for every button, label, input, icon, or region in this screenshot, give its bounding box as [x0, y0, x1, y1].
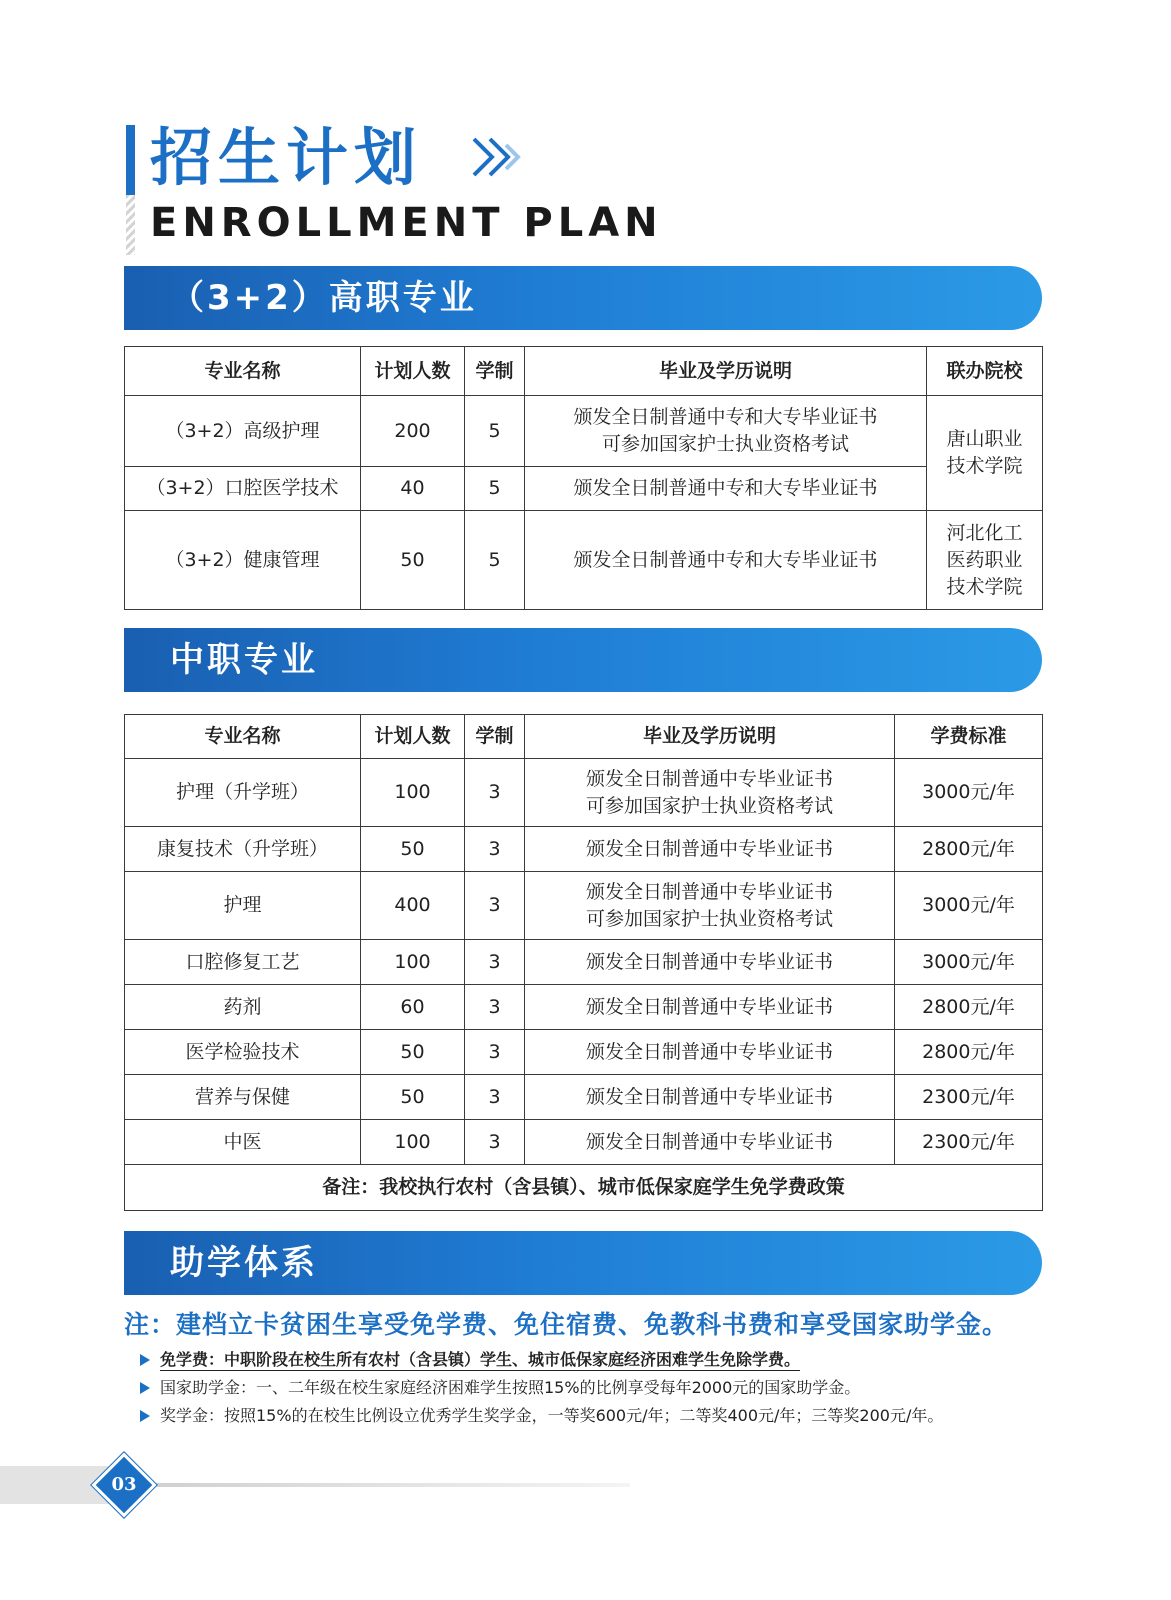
- study-years: 3: [465, 1030, 525, 1075]
- list-item: [140, 1377, 860, 1399]
- major-name: （3+2）健康管理: [125, 511, 361, 610]
- section-title: 中职专业: [170, 640, 318, 680]
- section-title: （3+2）高职专业: [170, 278, 477, 318]
- study-years: 3: [465, 872, 525, 940]
- table-row: [125, 940, 1043, 985]
- tuition-fee: 2300元/年: [895, 1075, 1043, 1120]
- school-line: 技术学院: [946, 575, 1023, 598]
- desc-line: 颁发全日制普通中专和大专毕业证书: [573, 406, 878, 428]
- column-header: 毕业及学历说明: [525, 715, 895, 759]
- table-row: [125, 985, 1043, 1030]
- plan-count: 50: [361, 827, 465, 872]
- certificate-desc: [525, 396, 927, 467]
- list-item-text: 国家助学金：一、二年级在校生家庭经济困难学生按照15%的比例享受每年2000元的国家助学金。: [160, 1378, 861, 1397]
- section-title: 助学体系: [170, 1243, 318, 1283]
- column-header: 学制: [465, 347, 525, 396]
- list-item: [140, 1405, 943, 1427]
- table-row: [125, 827, 1043, 872]
- school-line: 唐山职业: [946, 428, 1023, 450]
- tuition-fee: 3000元/年: [895, 872, 1043, 940]
- triangle-bullet-icon: [140, 1410, 150, 1422]
- list-item: [140, 1349, 800, 1371]
- list-item-text: 奖学金：按照15%的在校生比例设立优秀学生奖学金，一等奖600元/年；二等奖400元/年；三等奖200元/年。: [160, 1406, 944, 1425]
- study-years: 3: [465, 940, 525, 985]
- plan-count: 200: [361, 396, 465, 467]
- school-line: 医药职业: [946, 548, 1023, 571]
- footer-divider: [150, 1483, 630, 1487]
- section-banner-higher-vocational: [124, 266, 1042, 330]
- higher-vocational-table: [124, 346, 1043, 610]
- column-header: 学制: [465, 715, 525, 759]
- major-name: 医学检验技术: [125, 1030, 361, 1075]
- column-header: 计划人数: [361, 347, 465, 396]
- tuition-fee: 2800元/年: [895, 1030, 1043, 1075]
- title-accent-bar: [126, 125, 135, 195]
- desc-line: 颁发全日制普通中专毕业证书: [585, 880, 833, 903]
- table-note-row: [125, 1165, 1043, 1211]
- major-name: 康复技术（升学班）: [125, 827, 361, 872]
- plan-count: 400: [361, 872, 465, 940]
- plan-count: 50: [361, 511, 465, 610]
- plan-count: 50: [361, 1075, 465, 1120]
- column-header: 计划人数: [361, 715, 465, 759]
- certificate-desc: 颁发全日制普通中专和大专毕业证书: [525, 511, 927, 610]
- section-banner-secondary-vocational: [124, 628, 1042, 692]
- column-header: 专业名称: [125, 715, 361, 759]
- plan-count: 100: [361, 940, 465, 985]
- title-accent-stripes: [126, 195, 135, 255]
- major-name: （3+2）口腔医学技术: [125, 467, 361, 511]
- page-number: 03: [111, 1474, 137, 1495]
- plan-count: 100: [361, 759, 465, 827]
- desc-line: 可参加国家护士执业资格考试: [601, 433, 849, 455]
- major-name: 口腔修复工艺: [125, 940, 361, 985]
- plan-count: 50: [361, 1030, 465, 1075]
- list-item-text: 免学费：中职阶段在校生所有农村（含县镇）学生、城市低保家庭经济困难学生免除学费。: [160, 1350, 801, 1369]
- tuition-fee: 2800元/年: [895, 985, 1043, 1030]
- section-banner-financial-aid: [124, 1231, 1042, 1295]
- table-row: [125, 467, 1043, 511]
- page-subtitle: ENROLLMENT PLAN: [150, 200, 663, 246]
- page-title: 招生计划: [150, 121, 423, 194]
- table-row: [125, 396, 1043, 467]
- table-row: [125, 759, 1043, 827]
- major-name: （3+2）高级护理: [125, 396, 361, 467]
- study-years: 5: [465, 467, 525, 511]
- school-line: 河北化工: [946, 521, 1023, 544]
- certificate-desc: 颁发全日制普通中专毕业证书: [525, 1075, 895, 1120]
- partner-school: [927, 396, 1043, 511]
- column-header: 毕业及学历说明: [525, 347, 927, 396]
- study-years: 5: [465, 511, 525, 610]
- plan-count: 60: [361, 985, 465, 1030]
- triangle-bullet-icon: [140, 1354, 150, 1366]
- certificate-desc: 颁发全日制普通中专和大专毕业证书: [525, 467, 927, 511]
- column-header: 联办院校: [927, 347, 1043, 396]
- plan-count: 100: [361, 1120, 465, 1165]
- aid-note: 注：建档立卡贫困生享受免学费、免住宿费、免教科书费和享受国家助学金。: [124, 1310, 1009, 1339]
- plan-count: 40: [361, 467, 465, 511]
- partner-school: [927, 511, 1043, 610]
- certificate-desc: 颁发全日制普通中专毕业证书: [525, 1030, 895, 1075]
- study-years: 3: [465, 827, 525, 872]
- study-years: 3: [465, 1120, 525, 1165]
- certificate-desc: 颁发全日制普通中专毕业证书: [525, 940, 895, 985]
- tuition-fee: 2800元/年: [895, 827, 1043, 872]
- table-row: [125, 1120, 1043, 1165]
- table-row: [125, 1075, 1043, 1120]
- table-row: [125, 511, 1043, 610]
- study-years: 3: [465, 759, 525, 827]
- desc-line: 可参加国家护士执业资格考试: [585, 907, 833, 930]
- major-name: 护理: [125, 872, 361, 940]
- triangle-bullet-icon: [140, 1382, 150, 1394]
- certificate-desc: [525, 759, 895, 827]
- tuition-fee: 3000元/年: [895, 940, 1043, 985]
- column-header: 专业名称: [125, 347, 361, 396]
- certificate-desc: 颁发全日制普通中专毕业证书: [525, 1120, 895, 1165]
- table-header-row: [125, 715, 1043, 759]
- desc-line: 可参加国家护士执业资格考试: [585, 794, 833, 817]
- double-chevron-icon: [470, 135, 530, 180]
- secondary-vocational-table: [124, 714, 1043, 1211]
- table-row: [125, 1030, 1043, 1075]
- certificate-desc: 颁发全日制普通中专毕业证书: [525, 827, 895, 872]
- major-name: 营养与保健: [125, 1075, 361, 1120]
- tuition-fee: 3000元/年: [895, 759, 1043, 827]
- table-row: [125, 872, 1043, 940]
- certificate-desc: 颁发全日制普通中专毕业证书: [525, 985, 895, 1030]
- school-line: 技术学院: [946, 455, 1023, 477]
- study-years: 5: [465, 396, 525, 467]
- study-years: 3: [465, 985, 525, 1030]
- desc-line: 颁发全日制普通中专毕业证书: [585, 767, 833, 790]
- table-header-row: [125, 347, 1043, 396]
- certificate-desc: [525, 872, 895, 940]
- policy-note: 备注：我校执行农村（含县镇）、城市低保家庭学生免学费政策: [125, 1165, 1043, 1211]
- major-name: 护理（升学班）: [125, 759, 361, 827]
- study-years: 3: [465, 1075, 525, 1120]
- tuition-fee: 2300元/年: [895, 1120, 1043, 1165]
- major-name: 中医: [125, 1120, 361, 1165]
- column-header: 学费标准: [895, 715, 1043, 759]
- major-name: 药剂: [125, 985, 361, 1030]
